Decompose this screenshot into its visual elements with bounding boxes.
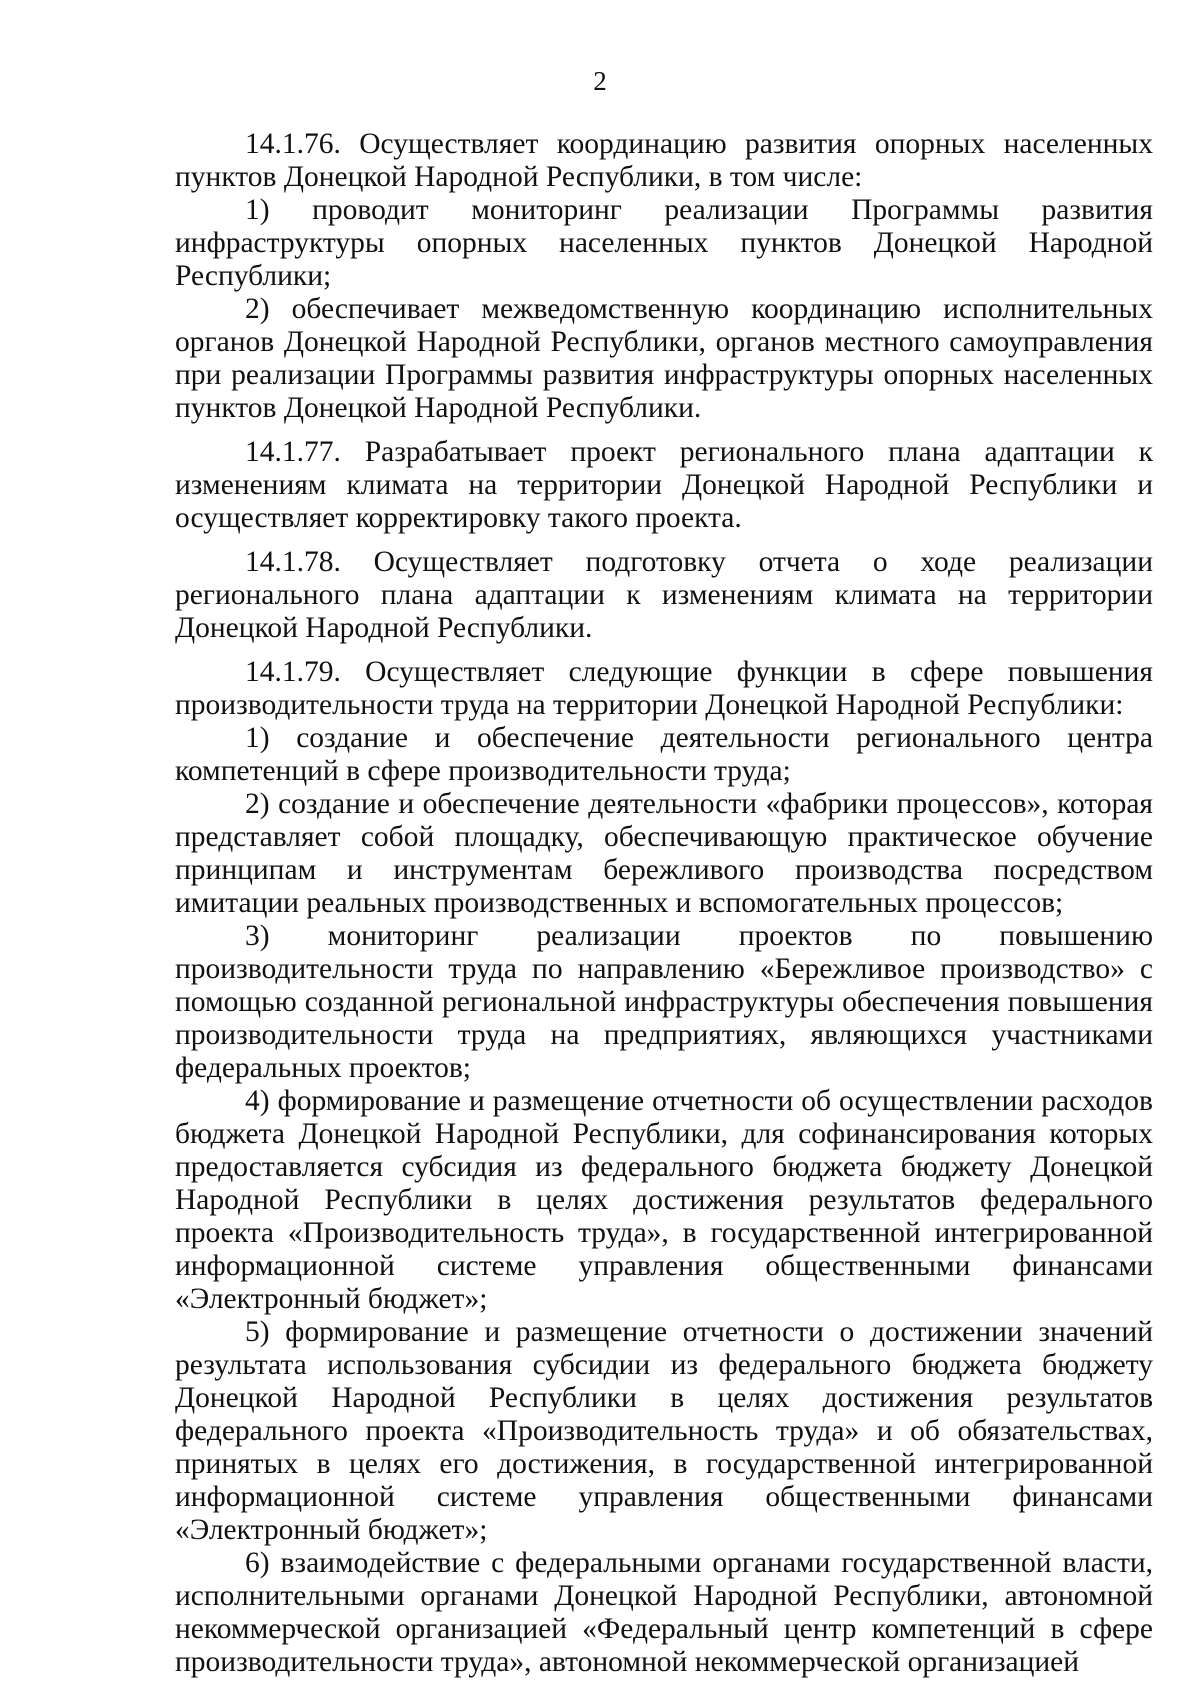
paragraph-14-1-79: 14.1.79. Осуществляет следующие функции в сфере повышения производительности труда на территории Донецкой Народной Республики:: [175, 656, 1153, 721]
list-item-6: 6) взаимодействие с федеральными органами государственной власти, исполнительными органами Донецкой Народной Республики, автономной некоммерческой организацией «Федеральный центр компетенций в сфере производительности труда», автономной некоммерческой организацией: [175, 1547, 1153, 1678]
list-item-3: 3) мониторинг реализации проектов по повышению производительности труда по направлению «Бережливое производство» с помощью созданной региональной инфраструктуры обеспечения повышения производительности труда на предприятиях, являющихся участниками федеральных проектов;: [175, 920, 1153, 1084]
document-body: [175, 128, 1153, 1679]
list-item-1: 1) проводит мониторинг реализации Программы развития инфраструктуры опорных населенных пунктов Донецкой Народной Республики;: [175, 194, 1153, 292]
paragraph-14-1-76: 14.1.76. Осуществляет координацию развития опорных населенных пунктов Донецкой Народной Республики, в том числе:: [175, 128, 1153, 193]
page-number: 2: [593, 66, 607, 96]
list-item-2: 2) создание и обеспечение деятельности «фабрики процессов», которая представляет собой площадку, обеспечивающую практическое обучение принципам и инструментам бережливого производства посредством имитации реальных производственных и вспомогательных процессов;: [175, 788, 1153, 919]
list-item-5: 5) формирование и размещение отчетности о достижении значений результата использования субсидии из федерального бюджета бюджету Донецкой Народной Республики в целях достижения результатов федерального проекта «Производительность труда» и об обязательствах, принятых в целях его достижения, в государственной интегрированной информационной системе управления общественными финансами «Электронный бюджет»;: [175, 1316, 1153, 1546]
list-item-4: 4) формирование и размещение отчетности об осуществлении расходов бюджета Донецкой Народной Республики, для софинансирования которых предоставляется субсидия из федерального бюджета бюджету Донецкой Народной Республики в целях достижения результатов федерального проекта «Производительность труда», в государственной интегрированной информационной системе управления общественными финансами «Электронный бюджет»;: [175, 1085, 1153, 1315]
paragraph-14-1-78: 14.1.78. Осуществляет подготовку отчета о ходе реализации регионального плана адаптации к изменениям климата на территории Донецкой Народной Республики.: [175, 546, 1153, 644]
list-item-1: 1) создание и обеспечение деятельности регионального центра компетенций в сфере производительности труда;: [175, 722, 1153, 787]
list-item-2: 2) обеспечивает межведомственную координацию исполнительных органов Донецкой Народной Республики, органов местного самоуправления при реализации Программы развития инфраструктуры опорных населенных пунктов Донецкой Народной Республики.: [175, 293, 1153, 424]
paragraph-14-1-77: 14.1.77. Разрабатывает проект регионального плана адаптации к изменениям климата на территории Донецкой Народной Республики и осуществляет корректировку такого проекта.: [175, 436, 1153, 534]
